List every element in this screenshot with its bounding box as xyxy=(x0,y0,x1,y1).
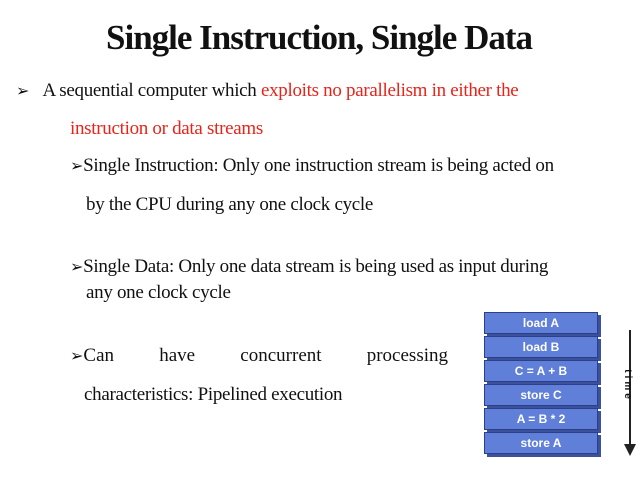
bullet-3 xyxy=(70,256,548,278)
bullet-1 xyxy=(16,80,518,102)
instruction-stack xyxy=(484,312,598,456)
instruction-cell: store C xyxy=(484,384,598,406)
instruction-cell: store A xyxy=(484,432,598,454)
bullet-1-continuation: instruction or data streams xyxy=(70,118,263,139)
bullet-4-word: Can xyxy=(83,345,115,366)
arrow-bullet-icon: ➢ xyxy=(70,156,84,175)
bullet-4-continuation: characteristics: Pipelined execution xyxy=(84,384,343,405)
bullet-3-text: Single Data: Only one data stream is being used as input during xyxy=(83,256,549,277)
bullet-1-text: A sequential computer which xyxy=(42,80,261,101)
bullet-4-word: concurrent xyxy=(240,345,322,366)
instruction-cell: A = B * 2 xyxy=(484,408,598,430)
bullet-2 xyxy=(70,155,554,177)
arrow-bullet-icon: ➢ xyxy=(16,81,30,100)
bullet-4-word: have xyxy=(159,345,196,366)
bullet-4 xyxy=(70,345,448,367)
arrow-bullet-icon: ➢ xyxy=(70,257,84,276)
page-title: Single Instruction, Single Data xyxy=(106,18,532,57)
bullet-2-continuation: by the CPU during any one clock cycle xyxy=(86,194,374,215)
bullet-2-text: Single Instruction: Only one instruction stream is being acted on xyxy=(83,155,554,176)
bullet-3-continuation: any one clock cycle xyxy=(86,282,231,303)
arrow-bullet-icon: ➢ xyxy=(70,346,84,365)
time-arrow-icon xyxy=(624,444,636,456)
bullet-1-red-text: exploits no parallelism in either the xyxy=(260,80,519,101)
instruction-cell: C = A + B xyxy=(484,360,598,382)
instruction-cell: load B xyxy=(484,336,598,358)
time-label: time xyxy=(621,369,633,402)
instruction-cell: load A xyxy=(484,312,598,334)
bullet-4-word: processing xyxy=(366,345,448,366)
